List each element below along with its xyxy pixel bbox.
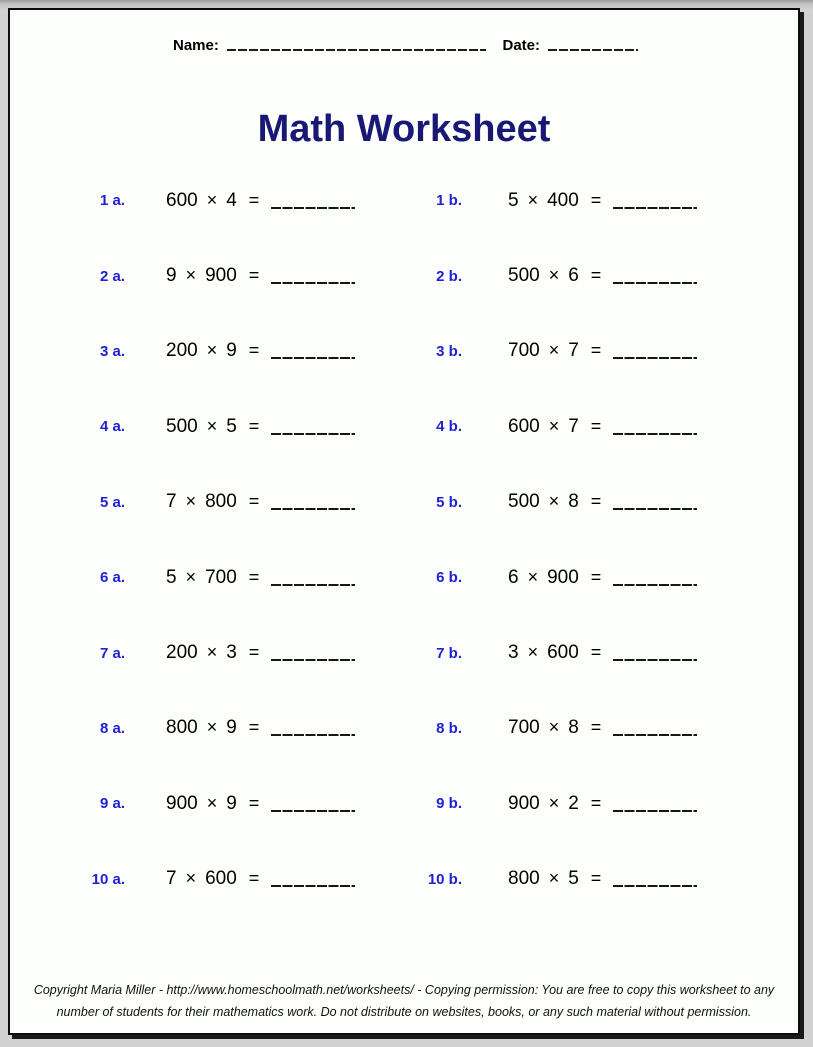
factor-1: 5 <box>508 189 519 211</box>
equals-sign: = <box>590 717 602 738</box>
factor-2: 400 <box>547 189 579 211</box>
name-label: Name: <box>173 37 219 54</box>
answer-blank[interactable] <box>271 885 355 887</box>
problem-number: 2 b. <box>436 267 462 285</box>
equals-sign: = <box>590 415 602 436</box>
answer-blank[interactable] <box>271 357 355 359</box>
problem-number: 8 b. <box>436 719 462 737</box>
problem-expression <box>125 190 347 212</box>
problem-number: 4 a. <box>99 418 125 436</box>
factor-1: 600 <box>508 415 540 437</box>
factor-2: 2 <box>568 792 579 814</box>
multiply-sign: × <box>206 792 218 813</box>
factor-2: 5 <box>226 415 237 437</box>
multiply-sign: × <box>185 868 197 889</box>
multiply-sign: × <box>206 642 218 663</box>
problem-number: 9 a. <box>99 795 125 813</box>
problem-number: 2 a. <box>99 267 125 285</box>
multiply-sign: × <box>548 491 560 512</box>
problem-number: 5 b. <box>436 493 462 511</box>
problem-expression <box>462 190 798 212</box>
answer-blank[interactable] <box>613 885 697 887</box>
factor-2: 9 <box>226 792 237 814</box>
multiply-sign: × <box>527 189 539 210</box>
problem-expression <box>125 868 347 890</box>
factor-2: 3 <box>226 642 237 664</box>
factor-1: 6 <box>508 566 519 588</box>
factor-1: 900 <box>166 792 198 814</box>
equals-sign: = <box>248 868 260 889</box>
multiply-sign: × <box>548 717 560 738</box>
problem-row <box>10 766 798 841</box>
factor-1: 800 <box>166 717 198 739</box>
problem-number: 10 a. <box>91 870 125 888</box>
multiply-sign: × <box>206 717 218 738</box>
problem-expression <box>462 416 798 438</box>
problem-expression <box>125 642 347 664</box>
equals-sign: = <box>590 491 602 512</box>
answer-blank[interactable] <box>271 584 355 586</box>
page-title: Math Worksheet <box>257 108 551 150</box>
factor-2: 8 <box>568 491 579 513</box>
problem-expression <box>462 491 798 513</box>
multiply-sign: × <box>185 265 197 286</box>
factor-1: 200 <box>166 340 198 362</box>
answer-blank[interactable] <box>271 508 355 510</box>
answer-blank[interactable] <box>613 282 697 284</box>
multiply-sign: × <box>185 566 197 587</box>
problem-number: 7 b. <box>436 644 462 662</box>
answer-blank[interactable] <box>613 584 697 586</box>
equals-sign: = <box>590 340 602 361</box>
problem-expression <box>462 642 798 664</box>
answer-blank[interactable] <box>271 207 355 209</box>
factor-1: 3 <box>508 642 519 664</box>
copyright-footer <box>10 979 798 1023</box>
header <box>173 37 638 54</box>
factor-1: 9 <box>166 265 177 287</box>
date-label: Date: <box>502 37 540 54</box>
problem-row <box>10 540 798 615</box>
factor-2: 6 <box>568 265 579 287</box>
equals-sign: = <box>590 265 602 286</box>
problem-expression <box>125 567 347 589</box>
multiply-sign: × <box>527 642 539 663</box>
worksheet-page <box>8 8 800 1035</box>
problem-expression <box>462 340 798 362</box>
multiply-sign: × <box>548 340 560 361</box>
equals-sign: = <box>248 717 260 738</box>
answer-blank[interactable] <box>271 433 355 435</box>
problem-row <box>10 314 798 389</box>
problem-expression <box>125 491 347 513</box>
problem-number: 8 a. <box>99 719 125 737</box>
copyright-line-2: number of students for their mathematics work. Do not distribute on websites, books, or any such material without permission. <box>56 1005 752 1019</box>
answer-blank[interactable] <box>613 207 697 209</box>
answer-blank[interactable] <box>271 282 355 284</box>
problem-expression <box>125 340 347 362</box>
problem-number: 9 b. <box>436 795 462 813</box>
problem-expression <box>125 265 347 287</box>
answer-blank[interactable] <box>613 659 697 661</box>
problem-expression <box>125 793 347 815</box>
multiply-sign: × <box>548 265 560 286</box>
problem-expression <box>462 567 798 589</box>
answer-blank[interactable] <box>271 734 355 736</box>
problem-number: 7 a. <box>99 644 125 662</box>
equals-sign: = <box>248 642 260 663</box>
factor-1: 5 <box>166 566 177 588</box>
equals-sign: = <box>590 189 602 210</box>
multiply-sign: × <box>206 415 218 436</box>
equals-sign: = <box>248 265 260 286</box>
factor-1: 700 <box>508 717 540 739</box>
factor-2: 7 <box>568 415 579 437</box>
problem-expression <box>462 717 798 739</box>
factor-2: 800 <box>205 491 237 513</box>
problem-expression <box>125 416 347 438</box>
date-blank[interactable] <box>548 49 638 51</box>
factor-1: 200 <box>166 642 198 664</box>
multiply-sign: × <box>527 566 539 587</box>
problem-row <box>10 615 798 690</box>
equals-sign: = <box>248 189 260 210</box>
problem-row <box>10 842 798 917</box>
factor-2: 600 <box>205 868 237 890</box>
factor-1: 7 <box>166 491 177 513</box>
factor-1: 500 <box>508 265 540 287</box>
problem-number: 6 b. <box>436 569 462 587</box>
factor-1: 500 <box>508 491 540 513</box>
problem-number: 3 b. <box>436 342 462 360</box>
problem-expression <box>462 265 798 287</box>
answer-blank[interactable] <box>271 810 355 812</box>
multiply-sign: × <box>185 491 197 512</box>
copyright-line-1: Copyright Maria Miller - http://www.homeschoolmath.net/worksheets/ - Copying permission: You are free to copy this worksheet to any <box>33 983 775 997</box>
factor-2: 9 <box>226 340 237 362</box>
factor-2: 600 <box>547 642 579 664</box>
equals-sign: = <box>248 792 260 813</box>
problem-expression <box>462 868 798 890</box>
name-blank[interactable] <box>227 49 487 51</box>
problems-grid <box>10 163 798 917</box>
factor-1: 800 <box>508 868 540 890</box>
multiply-sign: × <box>548 415 560 436</box>
problem-row <box>10 163 798 238</box>
problem-number: 1 a. <box>99 192 125 210</box>
equals-sign: = <box>248 340 260 361</box>
problem-expression <box>125 717 347 739</box>
factor-2: 8 <box>568 717 579 739</box>
problem-number: 4 b. <box>436 418 462 436</box>
problem-number: 1 b. <box>436 192 462 210</box>
problem-number: 6 a. <box>99 569 125 587</box>
factor-1: 900 <box>508 792 540 814</box>
problem-number: 5 a. <box>99 493 125 511</box>
problem-expression <box>462 793 798 815</box>
factor-1: 600 <box>166 189 198 211</box>
problem-row <box>10 389 798 464</box>
problem-number: 3 a. <box>99 342 125 360</box>
equals-sign: = <box>590 792 602 813</box>
answer-blank[interactable] <box>613 810 697 812</box>
factor-2: 9 <box>226 717 237 739</box>
multiply-sign: × <box>548 868 560 889</box>
multiply-sign: × <box>206 189 218 210</box>
factor-2: 700 <box>205 566 237 588</box>
multiply-sign: × <box>548 792 560 813</box>
problem-row <box>10 238 798 313</box>
equals-sign: = <box>248 415 260 436</box>
problem-row <box>10 465 798 540</box>
factor-2: 4 <box>226 189 237 211</box>
multiply-sign: × <box>206 340 218 361</box>
problem-number: 10 b. <box>427 870 462 888</box>
factor-2: 900 <box>205 265 237 287</box>
answer-blank[interactable] <box>613 734 697 736</box>
problem-row <box>10 691 798 766</box>
factor-2: 7 <box>568 340 579 362</box>
factor-1: 500 <box>166 415 198 437</box>
answer-blank[interactable] <box>613 508 697 510</box>
factor-2: 900 <box>547 566 579 588</box>
equals-sign: = <box>248 491 260 512</box>
factor-2: 5 <box>568 868 579 890</box>
equals-sign: = <box>590 642 602 663</box>
factor-1: 7 <box>166 868 177 890</box>
factor-1: 700 <box>508 340 540 362</box>
equals-sign: = <box>590 868 602 889</box>
answer-blank[interactable] <box>271 659 355 661</box>
answer-blank[interactable] <box>613 357 697 359</box>
answer-blank[interactable] <box>613 433 697 435</box>
equals-sign: = <box>590 566 602 587</box>
equals-sign: = <box>248 566 260 587</box>
